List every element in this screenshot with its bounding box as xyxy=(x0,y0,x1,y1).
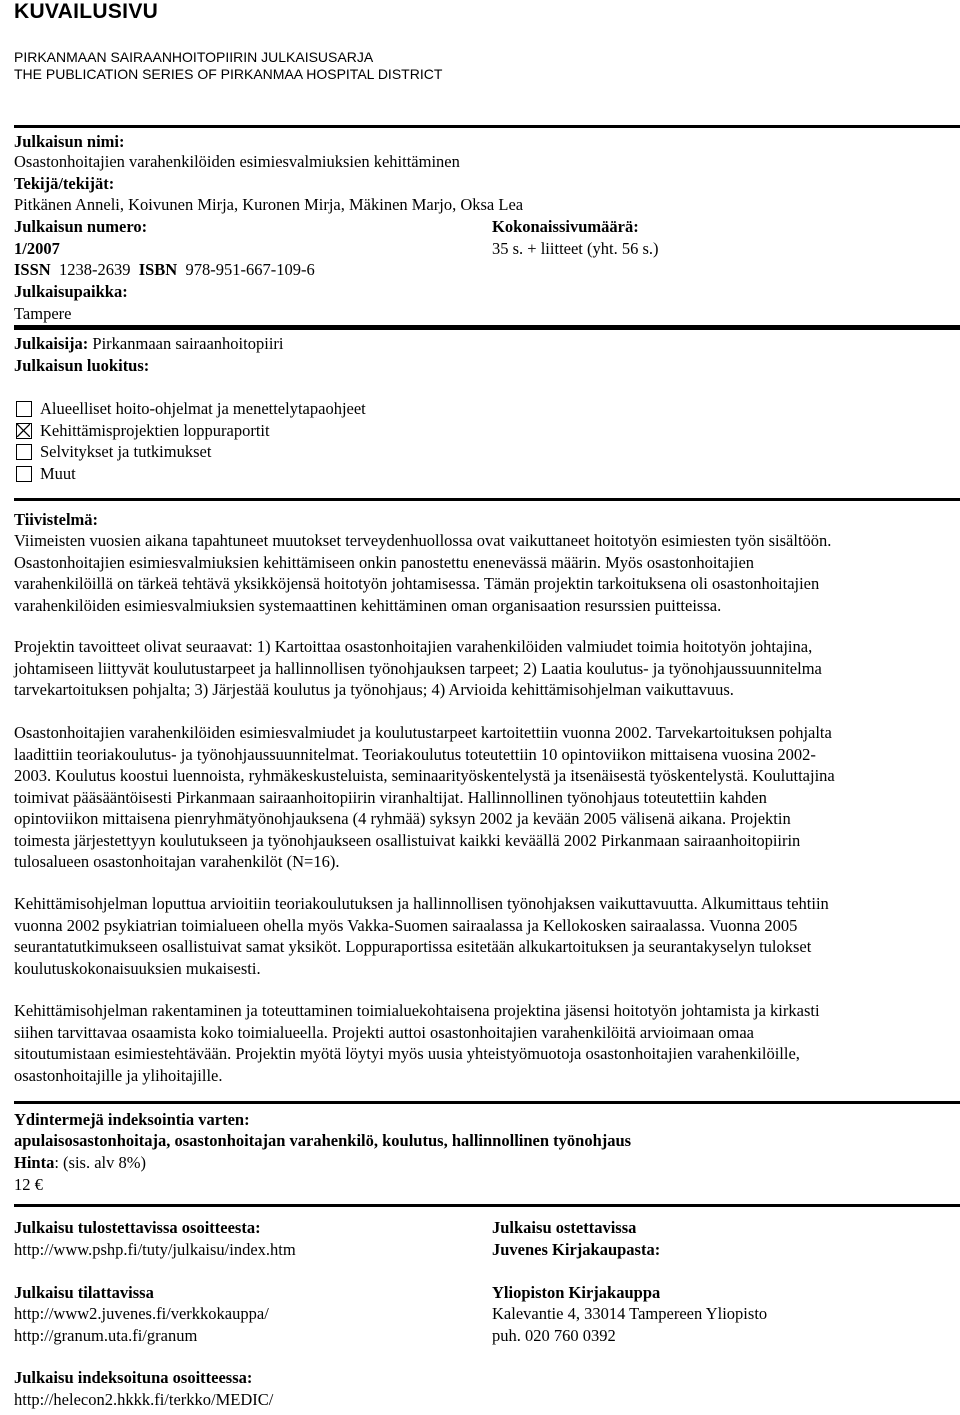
text-line: Kehittämisohjelman rakentaminen ja toteuttaminen toimialuekohtaisena projektina jäsensi hoitotyön johtamista ja kirkasti xyxy=(14,1001,820,1020)
text-line: Kehittämisohjelman loputtua arvioitiin teoriakoulutuksen ja hallinnollisen työnohjaksen vaikuttavuutta. Alkumittaus tehtiin xyxy=(14,894,829,913)
order-url-link[interactable]: http://granum.uta.fi/granum xyxy=(14,1326,198,1345)
index-url-link[interactable]: http://helecon2.hkkk.fi/terkko/MEDIC/ xyxy=(14,1390,274,1409)
text-line: Osastonhoitajien esimiesvalmiuksien kehittämiseen onkin panostettu enenevässä määrin. Myös osastonhoitajien xyxy=(14,552,755,572)
place-value: Tampere xyxy=(14,304,72,323)
abstract-paragraph xyxy=(14,722,944,873)
publication-name-value: Osastonhoitajien varahenkilöiden esimiesvalmiuksien kehittäminen xyxy=(14,152,460,171)
text-line: sitoutumistaan esimiestehtävään. Projektin myötä löytyi myös uusia yhteistyömuotoja osastonhoitajien varahenkilöille, xyxy=(14,1044,800,1063)
index-label: Julkaisu indeksoituna osoitteessa: xyxy=(14,1368,253,1387)
divider-thick xyxy=(14,325,960,330)
place-label: Julkaisupaikka: xyxy=(14,282,128,301)
text-line: laadittiin teoriakoulutus- ja työnohjaussuunnitelmat. Teoriakoulutus toteutettiin 10 opintoviikon mittaisena vuosina 2002- xyxy=(14,744,816,764)
checkbox-label: Alueelliset hoito-ohjelmat ja menettelytapaohjeet xyxy=(40,399,366,418)
text-line: siihen tarvittavaa osaamista koko toimialueella. Projekti auttoi osastonhoitajien varahenkilöitä arvioimaan omaa xyxy=(14,1022,754,1042)
publisher-value: Pirkanmaan sairaanhoitopiiri xyxy=(92,334,284,353)
shop-phone: puh. 020 760 0392 xyxy=(492,1326,616,1345)
series-name-fi: PIRKANMAAN SAIRAANHOITOPIIRIN JULKAISUSARJA xyxy=(14,49,374,65)
text-line: seurantatutkimukseen osallistuivat samat yksiköt. Loppuraportissa esitetään alkukartoituksen ja seurantakyselyn tulokset xyxy=(14,937,812,956)
issn-isbn-line xyxy=(14,259,315,281)
abstract-paragraph xyxy=(14,1000,944,1086)
page-title: KUVAILUSIVU xyxy=(14,0,159,23)
divider xyxy=(14,498,960,501)
print-label: Julkaisu tulostettavissa osoitteesta: xyxy=(14,1218,261,1237)
authors-label: Tekijä/tekijät: xyxy=(14,174,115,193)
isbn-value: 978-951-667-109-6 xyxy=(185,260,315,279)
shop-address: Kalevantie 4, 33014 Tampereen Yliopisto xyxy=(492,1304,768,1323)
checkbox-label: Selvitykset ja tutkimukset xyxy=(40,442,212,461)
isbn-label: ISBN xyxy=(138,260,178,279)
buy-label-store: Juvenes Kirjakaupasta: xyxy=(492,1240,661,1259)
order-url-link[interactable]: http://www2.juvenes.fi/verkkokauppa/ xyxy=(14,1304,269,1323)
checkbox-regional-programs[interactable] xyxy=(16,401,32,417)
text-line: varahenkilöiden esimiesvalmiuksien systemaattinen kehittäminen oman organisaation resurssien puitteissa. xyxy=(14,595,722,615)
publication-name-label: Julkaisun nimi: xyxy=(14,132,125,151)
classification-label: Julkaisun luokitus: xyxy=(14,356,150,375)
price-label: Hinta xyxy=(14,1153,55,1172)
price-line xyxy=(14,1152,146,1174)
cross-mark-icon xyxy=(17,424,30,437)
print-url-link[interactable]: http://www.pshp.fi/tuty/julkaisu/index.htm xyxy=(14,1240,296,1259)
divider xyxy=(14,125,960,128)
keywords-value: apulaisosastonhoitaja, osastonhoitajan varahenkilö, koulutus, hallinnollinen työnohjaus xyxy=(14,1131,632,1150)
checkbox-label: Kehittämisprojektien loppuraportit xyxy=(40,421,270,440)
divider xyxy=(14,1204,960,1207)
publisher-line xyxy=(14,333,283,355)
divider xyxy=(14,1101,960,1104)
publication-number-value: 1/2007 xyxy=(14,239,60,258)
price-suffix: : (sis. alv 8%) xyxy=(54,1153,146,1172)
issn-label: ISSN xyxy=(14,260,51,279)
text-line: johtamiseen liittyvät koulutustarpeet ja hallinnollisen työnohjauksen tarpeet; 2) Laatia koulutus- ja työnohjaussuunnitelma xyxy=(14,658,822,678)
text-line: toimesta järjestettyyn koulutukseen ja työnohjaukseen osallistuivat kaikki keväällä 2002 Pirkanmaan sairaanhoitopiirin xyxy=(14,830,801,850)
abstract-paragraph xyxy=(14,893,944,979)
text-line: tulosalueen osastonhoitajan varahenkilöt (N=16). xyxy=(14,852,340,871)
text-line: Osastonhoitajien varahenkilöiden esimiesvalmiudet ja koulutustarpeet kartoitettiin vuonna 2002. Tarvekartoituksen pohjalta xyxy=(14,723,832,742)
total-pages-value: 35 s. + liitteet (yht. 56 s.) xyxy=(492,239,659,258)
abstract-label: Tiivistelmä: xyxy=(14,510,99,529)
checkbox-label: Muut xyxy=(40,464,76,483)
text-line: toimivat pääsääntöisesti Pirkanmaan sairaanhoitopiirin viranhaltijat. Hallinnollinen työnohjaus toteutettiin kahden xyxy=(14,787,767,807)
text-line: osastonhoitajille ja ylihoitajille. xyxy=(14,1065,223,1085)
price-value: 12 € xyxy=(14,1175,43,1194)
checkbox-surveys-studies[interactable] xyxy=(16,444,32,460)
issn-value: 1238-2639 xyxy=(58,260,131,279)
abstract-paragraph xyxy=(14,530,944,616)
authors-value: Pitkänen Anneli, Koivunen Mirja, Kuronen Mirja, Mäkinen Marjo, Oksa Lea xyxy=(14,195,524,214)
text-line: opintoviikon mittaisena pienryhmätyönohjauksena (4 ryhmää) syksyn 2002 ja kevään 2005 välisenä aikana. Projektin xyxy=(14,809,791,828)
checkbox-other[interactable] xyxy=(16,466,32,482)
publication-number-label: Julkaisun numero: xyxy=(14,217,148,236)
text-line: tarvekartoituksen pohjalta; 3) Järjestää koulutus ja työnohjaus; 4) Arvioida kehittämisohjelman vaikuttavuus. xyxy=(14,680,734,699)
text-line: Viimeisten vuosien aikana tapahtuneet muutokset terveydenhuollossa ovat vaikuttaneet hoitotyön esimiesten työn sisältöön. xyxy=(14,531,832,550)
order-label: Julkaisu tilattavissa xyxy=(14,1283,154,1302)
checkbox-development-reports[interactable] xyxy=(16,423,32,439)
publisher-label: Julkaisija: xyxy=(14,334,89,353)
text-line: varahenkilöillä on tärkeä tehtävä yksikköjensä hoitotyön johtamisessa. Tämän projektin tarkoituksena oli osastonhoitajien xyxy=(14,574,820,593)
text-line: Projektin tavoitteet olivat seuraavat: 1) Kartoittaa osastonhoitajien varahenkilöiden valmiudet toimia hoitotyön johtajina, xyxy=(14,637,813,656)
buy-label: Julkaisu ostettavissa xyxy=(492,1218,637,1237)
total-pages-label: Kokonaissivumäärä: xyxy=(492,217,639,236)
shop-name: Yliopiston Kirjakauppa xyxy=(492,1283,661,1302)
abstract-paragraph xyxy=(14,636,944,701)
text-line: koulutuskokonaisuuksien mukaisesti. xyxy=(14,958,261,978)
keywords-label: Ydintermejä indeksointia varten: xyxy=(14,1110,250,1129)
text-line: 2003. Koulutus koostui luennoista, ryhmäkeskusteluista, seminaarityöskentelystä ja itsenäisestä työskentelystä. Kouluttajina xyxy=(14,766,835,785)
series-name-en: THE PUBLICATION SERIES OF PIRKANMAA HOSPITAL DISTRICT xyxy=(14,66,443,82)
text-line: vuonna 2002 psykiatrian toimialueen ohella myös Vakka-Suomen sairaalassa ja Kellokosken sairaalassa. Vuonna 2005 xyxy=(14,915,798,935)
